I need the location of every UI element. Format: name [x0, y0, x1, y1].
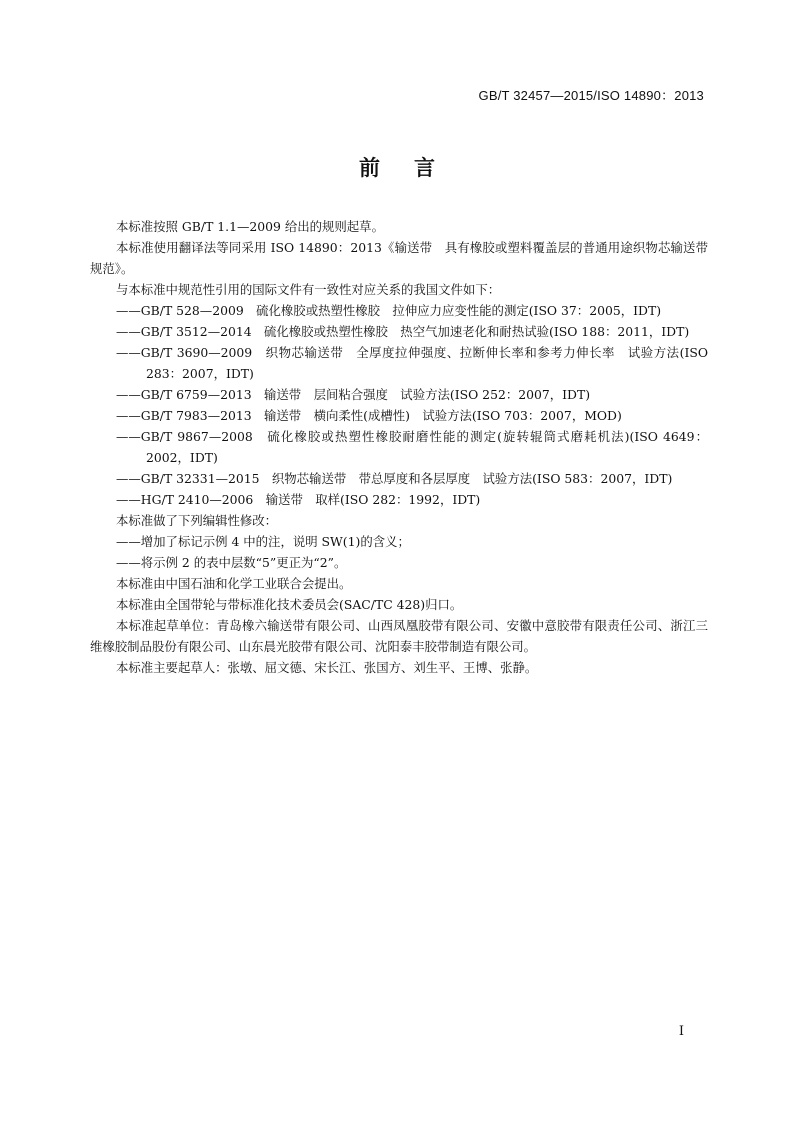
- reference-item: ——GB/T 528—2009 硫化橡胶或热塑性橡胶 拉伸应力应变性能的测定(ISO 37：2005，IDT): [116, 303, 662, 318]
- reference-item: ——GB/T 7983—2013 输送带 横向柔性(成槽性) 试验方法(ISO 703：2007，MOD): [116, 408, 622, 423]
- paragraph-drafting-units: 本标准起草单位：青岛橡六输送带有限公司、山西凤凰胶带有限公司、安徽中意胶带有限责任公司、浙江三维橡胶制品股份有限公司、山东晨光胶带有限公司、沈阳泰丰胶带制造有限公司。: [90, 618, 708, 654]
- page-title: 前言: [359, 155, 469, 180]
- reference-item: ——GB/T 3512—2014 硫化橡胶或热塑性橡胶 热空气加速老化和耐热试验(ISO 188：2011，IDT): [116, 324, 690, 339]
- page-number: I: [678, 1024, 684, 1039]
- paragraph-drafting-rules: 本标准按照 GB/T 1.1—2009 给出的规则起草。: [116, 219, 384, 234]
- paragraph-editorial-intro: 本标准做了下列编辑性修改：: [116, 513, 278, 528]
- paragraph-adoption: 本标准使用翻译法等同采用 ISO 14890：2013《输送带 具有橡胶或塑料覆盖层的普通用途织物芯输送带规范》。: [90, 240, 708, 276]
- paragraph-drafters: 本标准主要起草人：张墩、屈文德、宋长江、张国方、刘生平、王博、张静。: [116, 660, 538, 675]
- reference-item: ——GB/T 3690—2009 织物芯输送带 全厚度拉伸强度、拉断伸长率和参考力伸长率 试验方法(ISO 283：2007，IDT): [116, 345, 708, 381]
- foreword-body: [90, 216, 708, 678]
- reference-item: ——GB/T 32331—2015 织物芯输送带 带总厚度和各层厚度 试验方法(ISO 583：2007，IDT): [116, 471, 673, 486]
- paragraph-proposer: 本标准由中国石油和化学工业联合会提出。: [116, 576, 352, 591]
- reference-item: ——GB/T 6759—2013 输送带 层间粘合强度 试验方法(ISO 252：2007，IDT): [116, 387, 591, 402]
- standard-code-header: GB/T 32457—2015/ISO 14890：2013: [478, 88, 704, 103]
- paragraph-committee: 本标准由全国带轮与带标准化技术委员会(SAC/TC 428)归口。: [116, 597, 463, 612]
- editorial-item: ——增加了标记示例 4 中的注，说明 SW(1)的含义；: [116, 534, 410, 549]
- paragraph-references-intro: 与本标准中规范性引用的国际文件有一致性对应关系的我国文件如下：: [116, 282, 501, 297]
- reference-item: ——GB/T 9867—2008 硫化橡胶或热塑性橡胶耐磨性能的测定(旋转辊筒式磨耗机法)(ISO 4649：2002，IDT): [116, 429, 708, 465]
- reference-item: ——HG/T 2410—2006 输送带 取样(ISO 282：1992，IDT): [116, 492, 481, 507]
- editorial-item: ——将示例 2 的表中层数“5”更正为“2”。: [116, 555, 347, 570]
